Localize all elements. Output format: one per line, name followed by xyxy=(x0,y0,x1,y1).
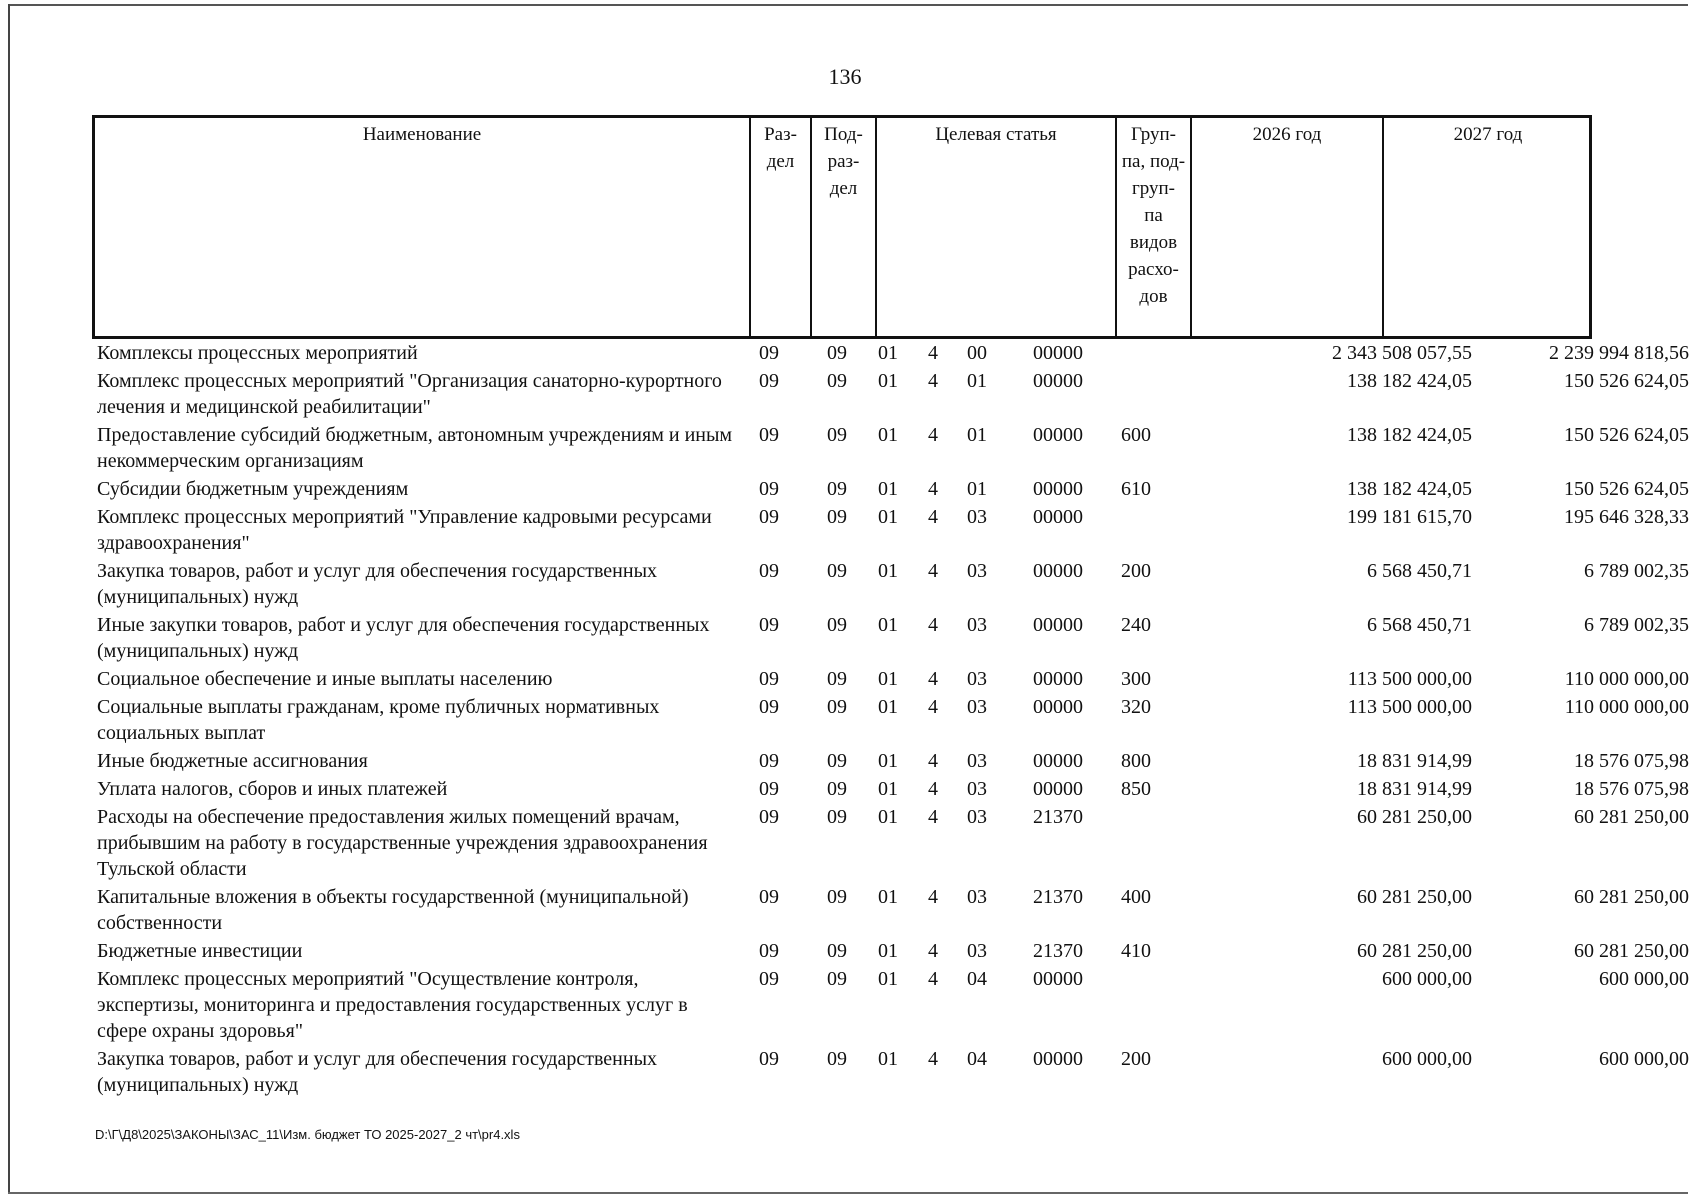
row-razdel: 09 xyxy=(759,886,779,908)
row-podrazdel: 09 xyxy=(827,750,847,772)
row-name: Социальные выплаты гражданам, кроме публичных нормативных социальных выплат xyxy=(97,696,660,744)
row-expense-group: 320 xyxy=(1121,696,1151,718)
row-amount-2027: 6 789 002,35 xyxy=(1584,560,1689,582)
row-target-direction: 00000 xyxy=(1033,342,1083,364)
row-amount-2026: 6 568 450,71 xyxy=(1367,560,1472,582)
row-target-type: 4 xyxy=(928,886,938,908)
row-target-complex: 03 xyxy=(967,614,987,636)
scan-frame-left xyxy=(8,4,10,1194)
row-target-direction: 00000 xyxy=(1033,778,1083,800)
row-target-direction: 21370 xyxy=(1033,806,1083,828)
row-podrazdel: 09 xyxy=(827,1048,847,1070)
footer-file-path: D:\Г\Д8\2025\ЗАКОНЫ\ЗАС_11\Изм. бюджет ТО 2025-2027_2 чт\pr4.xls xyxy=(95,1127,520,1142)
row-podrazdel: 09 xyxy=(827,560,847,582)
row-expense-group: 600 xyxy=(1121,424,1151,446)
row-name: Социальное обеспечение и иные выплаты населению xyxy=(97,668,553,690)
row-amount-2026: 18 831 914,99 xyxy=(1357,750,1472,772)
row-target-complex: 03 xyxy=(967,506,987,528)
row-target-type: 4 xyxy=(928,1048,938,1070)
row-amount-2026: 60 281 250,00 xyxy=(1357,940,1472,962)
row-podrazdel: 09 xyxy=(827,668,847,690)
row-name: Уплата налогов, сборов и иных платежей xyxy=(97,778,448,800)
row-expense-group: 410 xyxy=(1121,940,1151,962)
row-target-program: 01 xyxy=(878,696,898,718)
table-row xyxy=(92,804,1689,884)
header-group: Груп- па, под- груп- па видов расхо- дов xyxy=(1115,118,1190,336)
row-amount-2027: 18 576 075,98 xyxy=(1574,778,1689,800)
row-amount-2026: 18 831 914,99 xyxy=(1357,778,1472,800)
row-podrazdel: 09 xyxy=(827,506,847,528)
row-podrazdel: 09 xyxy=(827,424,847,446)
row-amount-2026: 6 568 450,71 xyxy=(1367,614,1472,636)
row-target-direction: 00000 xyxy=(1033,668,1083,690)
row-amount-2027: 60 281 250,00 xyxy=(1574,886,1689,908)
header-year-2027: 2027 год xyxy=(1382,118,1592,336)
row-podrazdel: 09 xyxy=(827,342,847,364)
row-name: Предоставление субсидий бюджетным, автономным учреждениям и иным некоммерческим организациям xyxy=(97,424,733,472)
row-amount-2027: 600 000,00 xyxy=(1599,1048,1689,1070)
table-row xyxy=(92,422,1689,476)
row-target-program: 01 xyxy=(878,778,898,800)
row-name: Закупка товаров, работ и услуг для обеспечения государственных (муниципальных) нужд xyxy=(97,560,658,608)
row-amount-2027: 60 281 250,00 xyxy=(1574,806,1689,828)
row-target-program: 01 xyxy=(878,750,898,772)
row-target-complex: 03 xyxy=(967,940,987,962)
table-row xyxy=(92,938,1689,966)
row-target-program: 01 xyxy=(878,886,898,908)
row-amount-2026: 113 500 000,00 xyxy=(1347,668,1472,690)
row-expense-group: 240 xyxy=(1121,614,1151,636)
row-name: Комплекс процессных мероприятий "Организация санаторно-курортного лечения и медицинской реабилитации" xyxy=(97,370,722,418)
row-name: Комплекс процессных мероприятий "Управление кадровыми ресурсами здравоохранения" xyxy=(97,506,712,554)
row-razdel: 09 xyxy=(759,370,779,392)
row-target-complex: 04 xyxy=(967,1048,987,1070)
row-target-complex: 01 xyxy=(967,478,987,500)
row-podrazdel: 09 xyxy=(827,968,847,990)
row-target-type: 4 xyxy=(928,940,938,962)
row-target-direction: 00000 xyxy=(1033,560,1083,582)
row-target-type: 4 xyxy=(928,506,938,528)
row-target-program: 01 xyxy=(878,478,898,500)
row-target-complex: 03 xyxy=(967,806,987,828)
table-row xyxy=(92,558,1689,612)
row-name: Расходы на обеспечение предоставления жилых помещений врачам, прибывшим на работу в государственные учреждения здравоохранения Тульской области xyxy=(97,806,708,880)
row-razdel: 09 xyxy=(759,668,779,690)
row-target-program: 01 xyxy=(878,506,898,528)
row-target-program: 01 xyxy=(878,940,898,962)
row-target-complex: 03 xyxy=(967,886,987,908)
row-amount-2026: 600 000,00 xyxy=(1382,1048,1472,1070)
row-target-program: 01 xyxy=(878,668,898,690)
row-amount-2027: 150 526 624,05 xyxy=(1564,478,1689,500)
row-razdel: 09 xyxy=(759,940,779,962)
row-razdel: 09 xyxy=(759,560,779,582)
row-podrazdel: 09 xyxy=(827,886,847,908)
row-target-type: 4 xyxy=(928,614,938,636)
row-target-direction: 00000 xyxy=(1033,424,1083,446)
row-razdel: 09 xyxy=(759,478,779,500)
row-target-direction: 00000 xyxy=(1033,750,1083,772)
row-amount-2027: 150 526 624,05 xyxy=(1564,424,1689,446)
row-amount-2027: 150 526 624,05 xyxy=(1564,370,1689,392)
header-razdel: Раз- дел xyxy=(749,118,810,336)
row-target-type: 4 xyxy=(928,968,938,990)
row-amount-2027: 2 239 994 818,56 xyxy=(1549,342,1689,364)
row-amount-2027: 600 000,00 xyxy=(1599,968,1689,990)
page-number: 136 xyxy=(828,64,862,89)
row-target-direction: 00000 xyxy=(1033,478,1083,500)
row-target-complex: 04 xyxy=(967,968,987,990)
row-target-complex: 03 xyxy=(967,560,987,582)
row-target-program: 01 xyxy=(878,560,898,582)
row-podrazdel: 09 xyxy=(827,778,847,800)
row-razdel: 09 xyxy=(759,342,779,364)
row-expense-group: 850 xyxy=(1121,778,1151,800)
header-year-2026: 2026 год xyxy=(1190,118,1382,336)
row-target-program: 01 xyxy=(878,614,898,636)
row-target-program: 01 xyxy=(878,1048,898,1070)
row-name: Иные бюджетные ассигнования xyxy=(97,750,368,772)
row-amount-2026: 2 343 508 057,55 xyxy=(1332,342,1472,364)
table-row xyxy=(92,368,1689,422)
row-expense-group: 200 xyxy=(1121,560,1151,582)
row-amount-2027: 60 281 250,00 xyxy=(1574,940,1689,962)
row-podrazdel: 09 xyxy=(827,370,847,392)
table-row xyxy=(92,666,1689,694)
row-amount-2027: 110 000 000,00 xyxy=(1564,668,1689,690)
row-amount-2026: 60 281 250,00 xyxy=(1357,806,1472,828)
row-target-type: 4 xyxy=(928,424,938,446)
header-target: Целевая статья xyxy=(875,118,1115,336)
table-row xyxy=(92,884,1689,938)
header-podrazdel: Под- раз- дел xyxy=(810,118,875,336)
row-target-type: 4 xyxy=(928,478,938,500)
table-header xyxy=(92,115,1592,339)
row-name: Закупка товаров, работ и услуг для обеспечения государственных (муниципальных) нужд xyxy=(97,1048,658,1096)
row-podrazdel: 09 xyxy=(827,696,847,718)
row-name: Субсидии бюджетным учреждениям xyxy=(97,478,409,500)
row-name: Капитальные вложения в объекты государственной (муниципальной) собственности xyxy=(97,886,689,934)
row-amount-2026: 113 500 000,00 xyxy=(1347,696,1472,718)
row-target-direction: 00000 xyxy=(1033,614,1083,636)
row-target-program: 01 xyxy=(878,424,898,446)
row-target-program: 01 xyxy=(878,806,898,828)
row-podrazdel: 09 xyxy=(827,478,847,500)
row-target-direction: 00000 xyxy=(1033,370,1083,392)
row-amount-2027: 6 789 002,35 xyxy=(1584,614,1689,636)
row-target-complex: 03 xyxy=(967,668,987,690)
row-amount-2026: 600 000,00 xyxy=(1382,968,1472,990)
row-razdel: 09 xyxy=(759,968,779,990)
scan-frame-top xyxy=(8,4,1688,6)
row-razdel: 09 xyxy=(759,750,779,772)
row-target-direction: 00000 xyxy=(1033,1048,1083,1070)
row-name: Иные закупки товаров, работ и услуг для обеспечения государственных (муниципальных) нужд xyxy=(97,614,710,662)
row-name: Комплекс процессных мероприятий "Осуществление контроля, экспертизы, мониторинга и предоставления государственных услуг в сфере охраны здоровья" xyxy=(97,968,688,1042)
row-target-type: 4 xyxy=(928,806,938,828)
table-row xyxy=(92,776,1689,804)
row-podrazdel: 09 xyxy=(827,806,847,828)
table-row xyxy=(92,694,1689,748)
row-target-program: 01 xyxy=(878,370,898,392)
row-expense-group: 800 xyxy=(1121,750,1151,772)
row-amount-2026: 199 181 615,70 xyxy=(1347,506,1472,528)
row-target-type: 4 xyxy=(928,560,938,582)
row-target-program: 01 xyxy=(878,968,898,990)
row-expense-group: 610 xyxy=(1121,478,1151,500)
row-razdel: 09 xyxy=(759,806,779,828)
header-name: Наименование xyxy=(362,124,482,145)
row-target-direction: 21370 xyxy=(1033,886,1083,908)
row-name: Комплексы процессных мероприятий xyxy=(97,342,418,364)
row-target-type: 4 xyxy=(928,696,938,718)
row-razdel: 09 xyxy=(759,614,779,636)
row-target-type: 4 xyxy=(928,370,938,392)
row-amount-2027: 110 000 000,00 xyxy=(1564,696,1689,718)
row-target-direction: 00000 xyxy=(1033,968,1083,990)
row-name: Бюджетные инвестиции xyxy=(97,940,303,962)
row-podrazdel: 09 xyxy=(827,940,847,962)
row-target-complex: 01 xyxy=(967,424,987,446)
row-target-type: 4 xyxy=(928,778,938,800)
row-target-type: 4 xyxy=(928,342,938,364)
row-amount-2026: 60 281 250,00 xyxy=(1357,886,1472,908)
table-row xyxy=(92,340,1689,368)
row-target-complex: 00 xyxy=(967,342,987,364)
row-target-complex: 01 xyxy=(967,370,987,392)
row-amount-2026: 138 182 424,05 xyxy=(1347,424,1472,446)
row-target-direction: 00000 xyxy=(1033,506,1083,528)
row-target-program: 01 xyxy=(878,342,898,364)
row-target-direction: 00000 xyxy=(1033,696,1083,718)
row-expense-group: 400 xyxy=(1121,886,1151,908)
row-razdel: 09 xyxy=(759,778,779,800)
scan-frame-bottom xyxy=(8,1192,1688,1194)
row-target-complex: 03 xyxy=(967,696,987,718)
row-target-type: 4 xyxy=(928,668,938,690)
row-expense-group: 300 xyxy=(1121,668,1151,690)
row-target-complex: 03 xyxy=(967,750,987,772)
table-row xyxy=(92,748,1689,776)
row-target-direction: 21370 xyxy=(1033,940,1083,962)
table-row xyxy=(92,1046,1689,1100)
row-target-complex: 03 xyxy=(967,778,987,800)
row-razdel: 09 xyxy=(759,696,779,718)
table-body xyxy=(92,340,1689,1100)
row-podrazdel: 09 xyxy=(827,614,847,636)
table-row xyxy=(92,476,1689,504)
row-razdel: 09 xyxy=(759,506,779,528)
row-razdel: 09 xyxy=(759,424,779,446)
table-row xyxy=(92,504,1689,558)
table-row xyxy=(92,966,1689,1046)
row-amount-2027: 195 646 328,33 xyxy=(1564,506,1689,528)
row-razdel: 09 xyxy=(759,1048,779,1070)
row-expense-group: 200 xyxy=(1121,1048,1151,1070)
row-amount-2026: 138 182 424,05 xyxy=(1347,478,1472,500)
row-amount-2027: 18 576 075,98 xyxy=(1574,750,1689,772)
row-amount-2026: 138 182 424,05 xyxy=(1347,370,1472,392)
table-row xyxy=(92,612,1689,666)
row-target-type: 4 xyxy=(928,750,938,772)
